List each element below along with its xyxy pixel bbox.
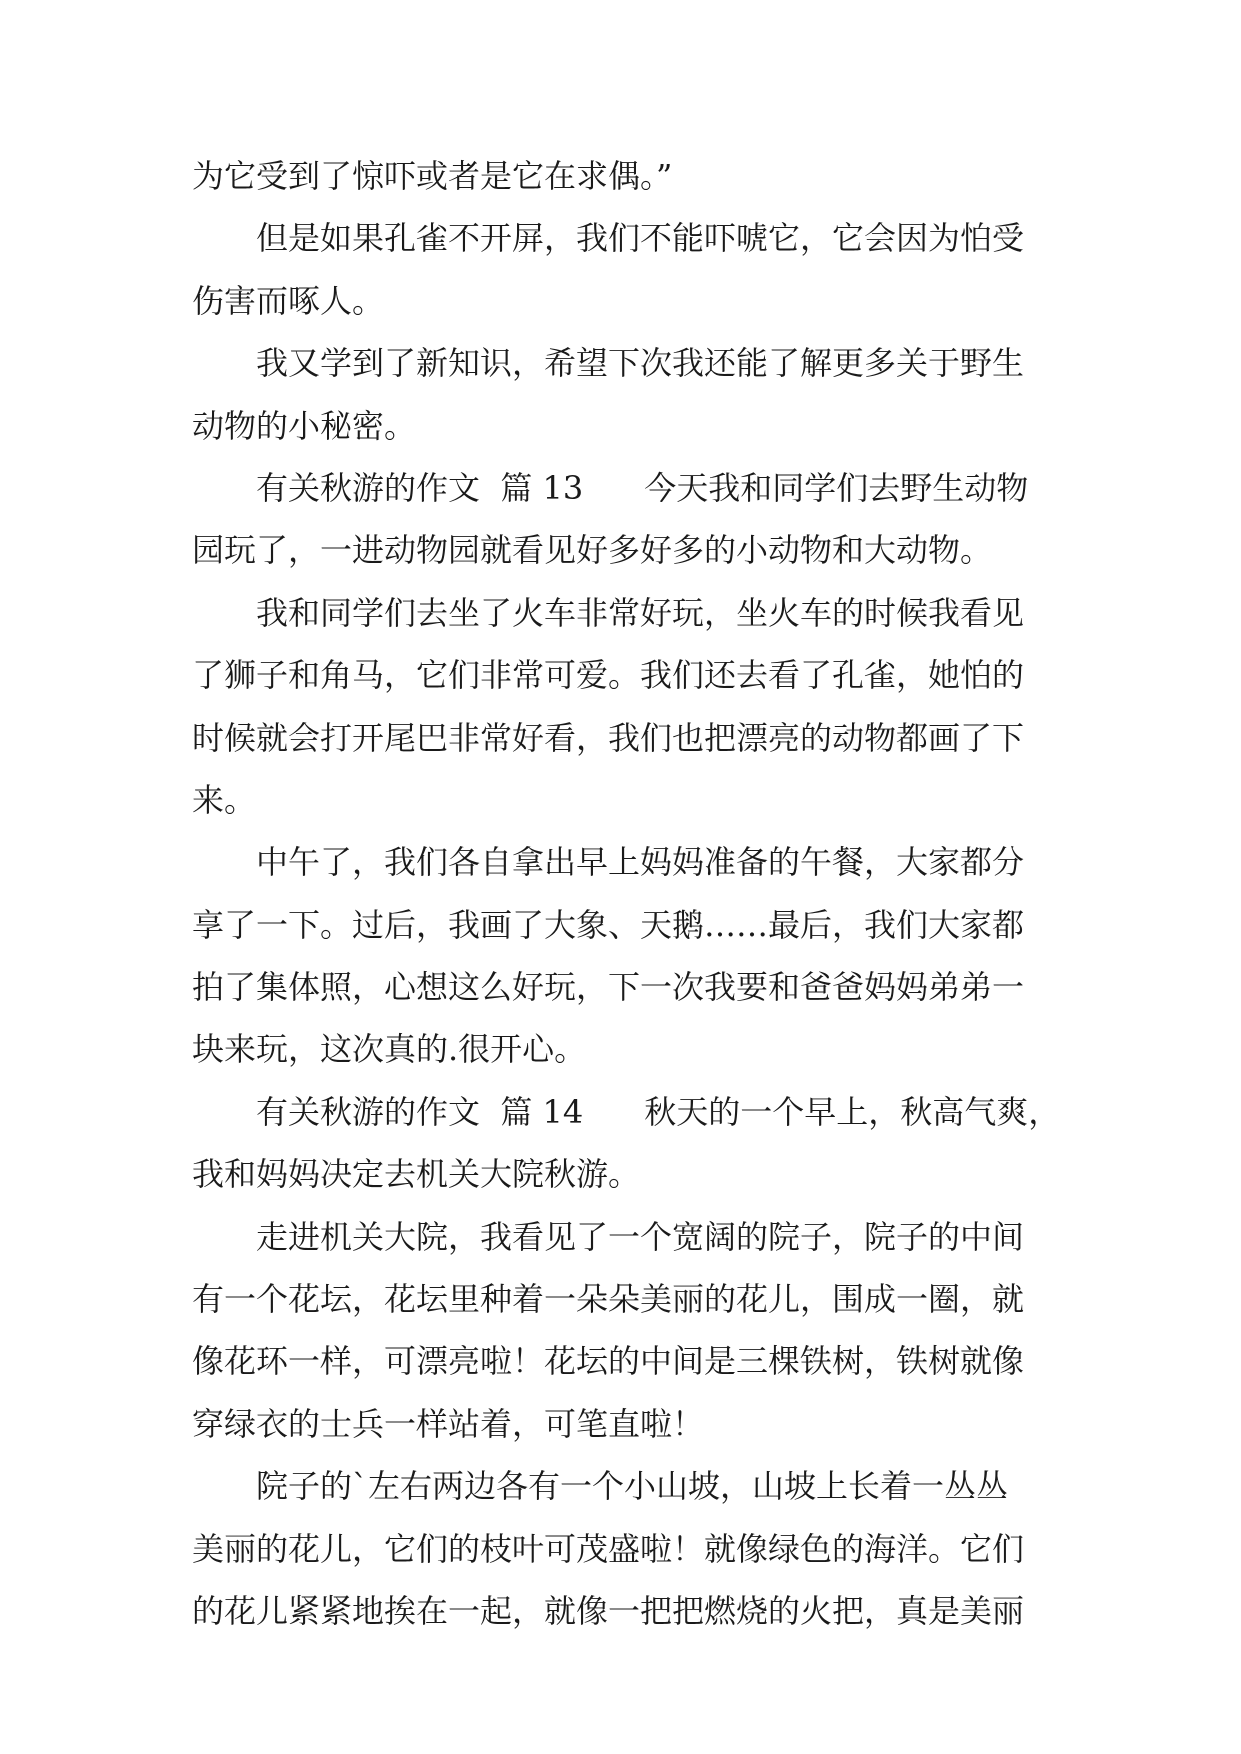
text-line: 美丽的花儿，它们的枝叶可茂盛啦！就像绿色的海洋。它们 (192, 1529, 1025, 1568)
text-line: 享了一下。过后，我画了大象、天鹅……最后，我们大家都 (192, 905, 1025, 944)
text-line: 像花环一样，可漂亮啦！花坛的中间是三棵铁树，铁树就像 (192, 1342, 1025, 1381)
paragraph-start-line: 中午了，我们各自拿出早上妈妈准备的午餐，大家都分 (256, 843, 1025, 882)
text-line: 时候就会打开尾巴非常好看，我们也把漂亮的动物都画了下 (192, 718, 1025, 757)
text-line: 伤害而啄人。 (192, 281, 385, 320)
essay-heading-line-14: 有关秋游的作文 篇 14 秋天的一个早上，秋高气爽， (256, 1092, 1061, 1131)
essay-body (192, 145, 1062, 1642)
text-line: 穿绿衣的士兵一样站着，可笔直啦！ (192, 1404, 705, 1443)
text-line: 为它受到了惊吓或者是它在求偶。” (192, 157, 673, 195)
text-line: 园玩了，一进动物园就看见好多好多的小动物和大动物。 (192, 531, 993, 570)
text-line: 动物的小秘密。 (192, 406, 417, 445)
text-line: 我和妈妈决定去机关大院秋游。 (192, 1155, 641, 1194)
paragraph-start-line: 但是如果孔雀不开屏，我们不能吓唬它，它会因为怕受 (256, 219, 1025, 258)
text-line: 拍了集体照，心想这么好玩，下一次我要和爸爸妈妈弟弟一 (192, 968, 1025, 1007)
text-line: 有一个花坛，花坛里种着一朵朵美丽的花儿，围成一圈，就 (192, 1280, 1025, 1319)
paragraph-start-line: 院子的`左右两边各有一个小山坡，山坡上长着一丛丛 (256, 1467, 1009, 1506)
text-line: 了狮子和角马，它们非常可爱。我们还去看了孔雀，她怕的 (192, 656, 1025, 695)
paragraph-start-line: 走进机关大院，我看见了一个宽阔的院子，院子的中间 (256, 1217, 1025, 1256)
text-line: 的花儿紧紧地挨在一起，就像一把把燃烧的火把，真是美丽 (192, 1591, 1025, 1630)
paragraph-start-line: 我和同学们去坐了火车非常好玩，坐火车的时候我看见 (256, 593, 1025, 632)
text-line: 块来玩，这次真的.很开心。 (192, 1030, 587, 1069)
text-line: 来。 (192, 780, 257, 819)
essay-heading-line-13: 有关秋游的作文 篇 13 今天我和同学们去野生动物 (256, 468, 1029, 507)
paragraph-start-line: 我又学到了新知识，希望下次我还能了解更多关于野生 (256, 344, 1025, 383)
